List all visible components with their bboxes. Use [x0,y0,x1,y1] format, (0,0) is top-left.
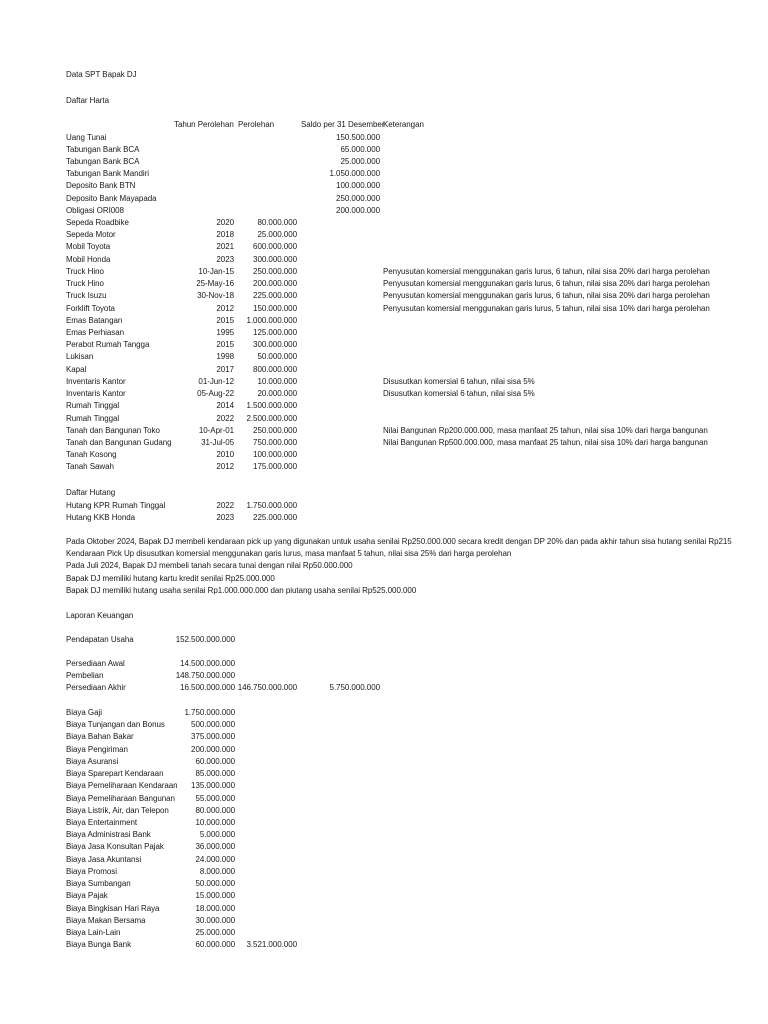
inventory-label: Persediaan Awal [66,659,125,668]
expense-label: Biaya Tunjangan dan Bonus [66,720,165,730]
expense-value: 18.000.000 [195,903,235,913]
asset-name: Deposito Bank BTN [66,181,136,191]
expense-value: 8.000.000 [199,866,235,876]
asset-cost: 300.000.000 [253,340,297,350]
asset-name: Truck Hino [66,279,104,289]
asset-year: 10-Jan-15 [198,266,234,276]
expense-label: Biaya Listrik, Air, dan Telepon [66,805,169,815]
asset-note: Penyusutan komersial menggunakan garis lurus, 6 tahun, nilai sisa 20% dari harga perolehan [383,291,710,301]
asset-year: 31-Jul-05 [201,438,234,447]
asset-note: Penyusutan komersial menggunakan garis lurus, 6 tahun, nilai sisa 20% dari harga perolehan [383,266,710,276]
expense-label: Biaya Asuransi [66,756,119,766]
expense-label: Biaya Jasa Akuntansi [66,854,142,864]
expense-value: 5.000.000 [199,830,235,840]
asset-name: Tabungan Bank BCA [66,156,140,166]
inventory-label: Pembelian [66,671,104,681]
asset-year: 2010 [216,450,234,460]
asset-cost: 1.000.000.000 [246,315,297,325]
inventory-total: 146.750.000.000 [237,683,297,693]
asset-year: 01-Jun-12 [198,376,234,386]
asset-cost: 250.000.000 [253,425,297,435]
expense-label: Biaya Pemeliharaan Kendaraan [66,781,178,791]
asset-name: Lukisan [66,352,94,362]
asset-balance: 25.000.000 [340,156,380,166]
expense-total: 3.521.000.000 [246,940,297,950]
asset-balance: 100.000.000 [336,181,380,191]
header-note: Keterangan [383,120,424,129]
asset-name: Perabot Rumah Tangga [66,340,150,350]
asset-cost: 20.000.000 [257,389,297,399]
expense-value: 10.000.000 [195,817,235,827]
expense-value: 24.000.000 [195,854,235,864]
expense-value: 1.750.000.000 [184,708,235,717]
asset-name: Mobil Toyota [66,242,111,252]
asset-year: 2018 [216,230,234,240]
asset-note: Disusutkan komersial 6 tahun, nilai sisa 5% [383,376,535,386]
note-line: Pada Oktober 2024, Bapak DJ membeli kendaraan pick up yang digunakan untuk usaha senilai Rp250.000.000 secara kredit dengan DP 20% dan pada akhir tahun sisa hutang senilai Rp215 [66,537,732,546]
asset-note: Disusutkan komersial 6 tahun, nilai sisa 5% [383,389,535,399]
asset-name: Rumah Tinggal [66,401,120,411]
asset-name: Sepeda Roadbike [66,218,129,228]
note-line: Bapak DJ memiliki hutang usaha senilai Rp1.000.000.000 dan piutang usaha senilai Rp525.000.000 [66,585,417,595]
asset-name: Deposito Bank Mayapada [66,193,157,203]
asset-year: 2015 [216,340,234,350]
asset-year: 1995 [216,328,234,338]
asset-cost: 1.500.000.000 [246,401,297,411]
asset-year: 2023 [216,254,234,264]
asset-year: 2022 [216,413,234,423]
expense-value: 60.000.000 [195,756,235,766]
inventory-value: 16.500.000.000 [180,683,235,693]
asset-name: Forklift Toyota [66,303,115,313]
expense-value: 135.000.000 [191,781,235,791]
asset-year: 1998 [216,352,234,362]
asset-name: Inventaris Kantor [66,389,126,399]
expense-value: 25.000.000 [195,927,235,937]
expense-label: Biaya Makan Bersama [66,915,146,925]
expense-value: 15.000.000 [195,891,235,901]
debt-year: 2022 [216,500,234,510]
asset-name: Uang Tunai [66,132,107,142]
asset-name: Rumah Tinggal [66,413,120,423]
asset-cost: 800.000.000 [253,364,297,374]
asset-name: Emas Batangan [66,315,123,325]
debt-amount: 225.000.000 [253,512,297,522]
asset-year: 30-Nov-18 [197,291,234,301]
asset-cost: 50.000.000 [257,352,297,362]
asset-name: Truck Hino [66,266,104,276]
debt-name: Hutang KKB Honda [66,512,136,522]
asset-name: Inventaris Kantor [66,376,126,386]
revenue-label: Pendapatan Usaha [66,635,134,644]
asset-cost: 25.000.000 [257,230,297,240]
expense-value: 50.000.000 [195,879,235,889]
asset-cost: 80.000.000 [257,218,297,228]
asset-name: Tanah Kosong [66,450,117,460]
asset-year: 10-Apr-01 [198,425,234,435]
expense-label: Biaya Entertainment [66,817,138,827]
expense-value: 55.000.000 [195,793,235,803]
inventory-extra: 5.750.000.000 [329,683,380,693]
expense-label: Biaya Bahan Bakar [66,732,134,742]
asset-name: Tabungan Bank BCA [66,144,140,154]
asset-year: 2014 [216,401,234,411]
debts-section-title: Daftar Hutang [66,488,116,497]
assets-section-title: Daftar Harta [66,96,109,105]
asset-name: Tabungan Bank Mandiri [66,169,150,179]
debt-year: 2023 [216,512,234,522]
asset-cost: 225.000.000 [253,291,297,301]
asset-name: Tanah dan Bangunan Gudang [66,438,172,447]
debt-amount: 1.750.000.000 [246,500,297,510]
expense-value: 36.000.000 [195,842,235,852]
inventory-value: 14.500.000.000 [180,659,235,668]
asset-name: Tanah Sawah [66,462,114,472]
asset-year: 25-May-16 [196,279,234,289]
asset-year: 2021 [216,242,234,252]
asset-cost: 150.000.000 [253,303,297,313]
asset-name: Sepeda Motor [66,230,116,240]
asset-name: Truck Isuzu [66,291,107,301]
expense-value: 200.000.000 [191,744,235,754]
note-line: Pada Juli 2024, Bapak DJ membeli tanah secara tunai dengan nilai Rp50.000.000 [66,561,353,571]
asset-cost: 100.000.000 [253,450,297,460]
expense-label: Biaya Sparepart Kendaraan [66,769,164,779]
asset-cost: 600.000.000 [253,242,297,252]
asset-year: 2020 [216,218,234,228]
asset-cost: 300.000.000 [253,254,297,264]
asset-name: Kapal [66,364,87,374]
expense-label: Biaya Bunga Bank [66,940,132,950]
inventory-label: Persediaan Akhir [66,683,126,693]
asset-balance: 150.500.000 [336,132,380,142]
asset-year: 2017 [216,364,234,374]
expense-label: Biaya Gaji [66,708,102,717]
expense-label: Biaya Sumbangan [66,879,131,889]
expense-label: Biaya Administrasi Bank [66,830,151,840]
document-title: Data SPT Bapak DJ [66,70,137,79]
expense-label: Biaya Pemeliharaan Bangunan [66,793,175,803]
expense-value: 500.000.000 [191,720,235,730]
asset-name: Emas Perhiasan [66,328,124,338]
asset-balance: 200.000.000 [336,205,380,215]
asset-balance: 65.000.000 [340,144,380,154]
expense-label: Biaya Pajak [66,891,108,901]
expense-label: Biaya Lain-Lain [66,927,121,937]
header-balance: Saldo per 31 Desember [301,120,385,129]
asset-cost: 175.000.000 [253,462,297,472]
expense-value: 30.000.000 [195,915,235,925]
expense-label: Biaya Pengiriman [66,744,128,754]
expense-label: Biaya Jasa Konsultan Pajak [66,842,164,852]
asset-year: 2012 [216,303,234,313]
asset-balance: 1.050.000.000 [329,169,380,179]
asset-note: Nilai Bangunan Rp200.000.000, masa manfaat 25 tahun, nilai sisa 10% dari harga bangunan [383,425,708,435]
asset-cost: 125.000.000 [253,328,297,338]
expense-value: 375.000.000 [191,732,235,742]
asset-note: Penyusutan komersial menggunakan garis lurus, 5 tahun, nilai sisa 10% dari harga perolehan [383,303,710,313]
inventory-value: 148.750.000.000 [175,671,235,681]
asset-name: Obligasi ORI008 [66,205,124,215]
asset-year: 2012 [216,462,234,472]
asset-note: Nilai Bangunan Rp500.000.000, masa manfaat 25 tahun, nilai sisa 10% dari harga bangunan [383,438,708,447]
asset-year: 05-Aug-22 [197,389,234,399]
asset-name: Tanah dan Bangunan Toko [66,425,160,435]
asset-cost: 750.000.000 [253,438,297,447]
asset-cost: 2.500.000.000 [246,413,297,423]
expense-value: 80.000.000 [195,805,235,815]
financial-report-title: Laporan Keuangan [66,611,134,620]
asset-cost: 200.000.000 [253,279,297,289]
expense-label: Biaya Promosi [66,866,117,876]
expense-label: Biaya Bingkisan Hari Raya [66,903,160,913]
header-year: Tahun Perolehan [174,120,234,129]
revenue-value: 152.500.000.000 [175,635,235,644]
expense-value: 85.000.000 [195,769,235,779]
asset-balance: 250.000.000 [336,193,380,203]
asset-name: Mobil Honda [66,254,111,264]
asset-note: Penyusutan komersial menggunakan garis lurus, 6 tahun, nilai sisa 20% dari harga perolehan [383,279,710,289]
asset-cost: 250.000.000 [253,266,297,276]
note-line: Kendaraan Pick Up disusutkan komersial menggunakan garis lurus, masa manfaat 5 tahun, nilai sisa 25% dari harga perolehan [66,549,512,559]
note-line: Bapak DJ memiliki hutang kartu kredit senilai Rp25.000.000 [66,573,275,583]
asset-cost: 10.000.000 [257,376,297,386]
debt-name: Hutang KPR Rumah Tinggal [66,500,166,510]
expense-value: 60.000.000 [195,940,235,950]
asset-year: 2015 [216,315,234,325]
header-cost: Perolehan [238,120,275,129]
